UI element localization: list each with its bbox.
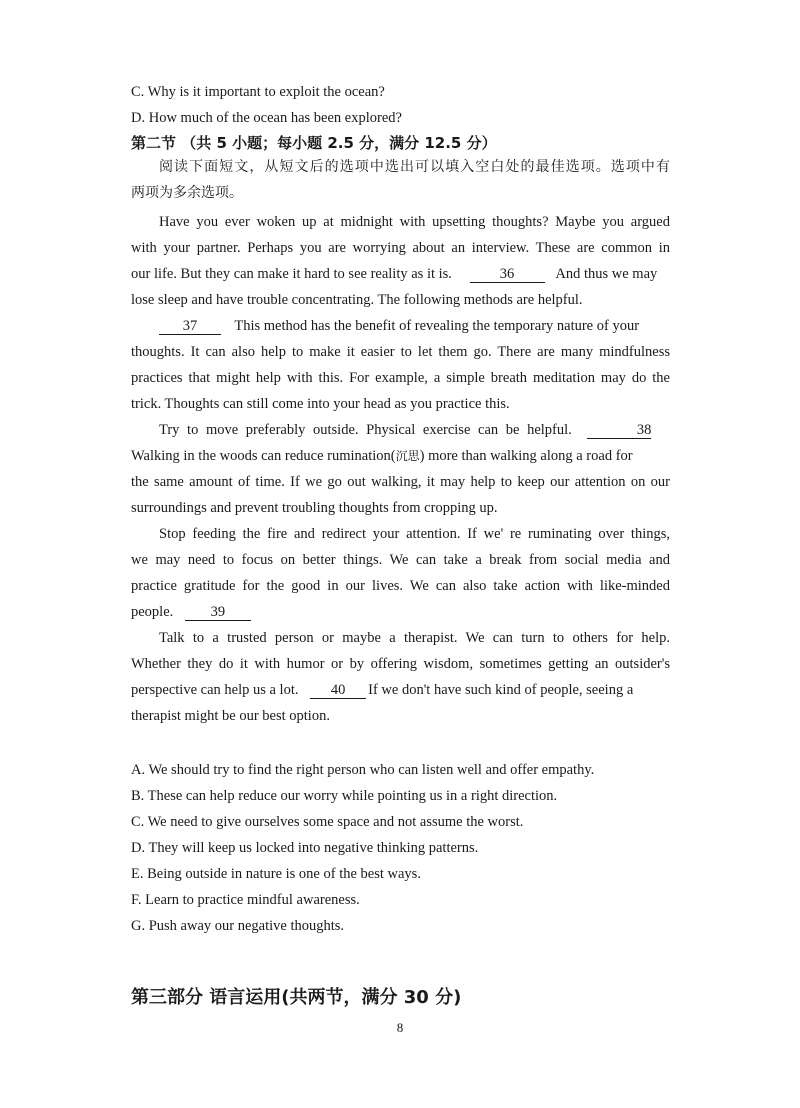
instructions-line-1: 阅读下面短文，从短文后的选项中选出可以填入空白处的最佳选项。选项中有 <box>159 159 670 175</box>
option-d: D. They will keep us locked into negative thinking patterns. <box>131 840 479 856</box>
passage-line: thoughts. It can also help to make it easier to let them go. There are many mindfulness <box>131 344 670 360</box>
passage-line <box>159 316 639 336</box>
blank-37: 37 <box>159 318 221 335</box>
blank-40: 40 <box>310 682 366 699</box>
passage-line: Whether they do it with humor or by offering wisdom, sometimes getting an outsider's <box>131 656 670 672</box>
option-b: B. These can help reduce our worry while pointing us in a right direction. <box>131 788 558 804</box>
option-e: E. Being outside in nature is one of the best ways. <box>131 866 421 882</box>
instructions-line-2: 两项为多余选项。 <box>131 185 243 201</box>
passage-line: therapist might be our best option. <box>131 708 330 724</box>
passage-text: Walking in the woods can reduce rumination( <box>131 448 396 464</box>
passage-text: 沉思 <box>395 449 420 463</box>
passage-line: we may need to focus on better things. We can take a break from social media and <box>131 552 670 568</box>
option-g: G. Push away our negative thoughts. <box>131 918 345 934</box>
passage-text: ) more than walking along a road for <box>419 448 633 464</box>
passage-line: the same amount of time. If we go out walking, it may help to keep our attention on our <box>131 474 670 490</box>
passage-text: And thus we may <box>555 266 658 282</box>
passage-line <box>131 446 633 466</box>
passage-text: This method has the benefit of revealing the temporary nature of your <box>234 318 640 334</box>
section-heading: 第二节 （共 5 小题；每小题 2.5 分，满分 12.5 分） <box>131 134 497 152</box>
blank-38: 38 <box>587 422 651 439</box>
passage-line <box>131 680 633 700</box>
passage-line: Talk to a trusted person or maybe a therapist. We can turn to others for help. <box>159 630 670 646</box>
part-three-heading: 第三部分 语言运用(共两节，满分 30 分) <box>131 987 462 1008</box>
blank-36: 36 <box>470 266 545 283</box>
passage-text: perspective can help us a lot. <box>131 682 299 698</box>
page-number: 8 <box>396 1020 404 1035</box>
passage-line: with your partner. Perhaps you are worrying about an interview. These are common in <box>131 240 670 256</box>
passage-line: practices that might help with this. For example, a simple breath meditation may do the <box>131 370 670 386</box>
passage-line <box>159 420 651 440</box>
passage-line: lose sleep and have trouble concentrating. The following methods are helpful. <box>131 292 583 308</box>
passage-line: practice gratitude for the good in our lives. We can also take action with like-minded <box>131 578 670 594</box>
passage-line <box>131 264 657 284</box>
option-c: C. We need to give ourselves some space and not assume the worst. <box>131 814 524 830</box>
passage-text: people. <box>131 604 174 620</box>
passage-line: trick. Thoughts can still come into your head as you practice this. <box>131 396 510 412</box>
passage-line: Have you ever woken up at midnight with upsetting thoughts? Maybe you argued <box>159 214 670 230</box>
passage-line: Stop feeding the fire and redirect your attention. If we' re ruminating over things, <box>159 526 670 542</box>
prev-option-c: C. Why is it important to exploit the ocean? <box>131 84 385 100</box>
blank-39: 39 <box>185 604 251 621</box>
prev-option-d: D. How much of the ocean has been explored? <box>131 110 402 126</box>
option-f: F. Learn to practice mindful awareness. <box>131 892 360 908</box>
passage-text: our life. But they can make it hard to see reality as it is. <box>131 266 452 282</box>
passage-text: Try to move preferably outside. Physical exercise can be helpful. <box>159 422 572 438</box>
option-a: A. We should try to find the right person who can listen well and offer empathy. <box>131 762 595 778</box>
passage-text: If we don't have such kind of people, seeing a <box>368 682 634 698</box>
passage-line <box>131 602 251 622</box>
passage-line: surroundings and prevent troubling thoughts from cropping up. <box>131 500 498 516</box>
